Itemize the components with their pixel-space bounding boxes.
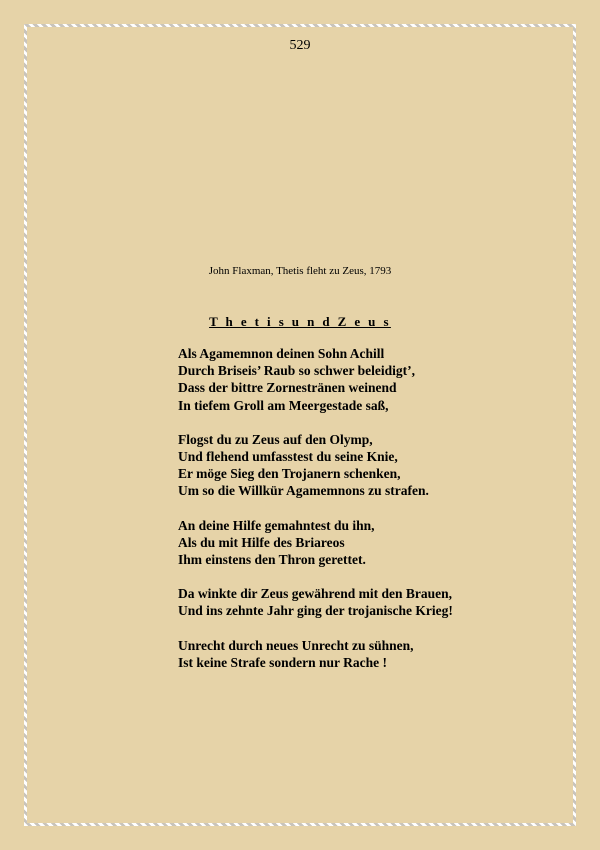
poem-line: Um so die Willkür Agamemnons zu strafen. (178, 483, 429, 499)
poem-line: An deine Hilfe gemahntest du ihn, (178, 517, 375, 533)
image-caption: John Flaxman, Thetis fleht zu Zeus, 1793 (208, 265, 392, 277)
poem-line: Ist keine Strafe sondern nur Rache ! (178, 654, 387, 670)
poem-title: T h e t i s u n d Z e u s (209, 314, 391, 329)
poem-line: Flogst du zu Zeus auf den Olymp, (178, 431, 373, 447)
poem-line: Und ins zehnte Jahr ging der trojanische Krieg! (178, 603, 453, 619)
stanza (178, 637, 538, 671)
poem-line: Dass der bittre Zornestränen weinend (178, 380, 397, 396)
poem-line: Durch Briseis’ Raub so schwer beleidigt’, (178, 363, 416, 379)
poem-line: Als Agamemnon deinen Sohn Achill (178, 346, 385, 361)
poem-line: Da winkte dir Zeus gewährend mit den Brauen, (178, 586, 453, 602)
poem-line: In tiefem Groll am Meergestade saß, (178, 397, 389, 413)
poem-line: Er möge Sieg den Trojanern schenken, (178, 466, 401, 482)
poem-body (178, 345, 538, 688)
page-number: 529 (289, 38, 311, 53)
stanza (178, 431, 538, 500)
poem-line: Als du mit Hilfe des Briareos (178, 534, 345, 550)
poem-line: Und flehend umfasstest du seine Knie, (178, 449, 398, 465)
stanza (178, 345, 538, 414)
stanza (178, 585, 538, 619)
poem-line: Ihm einstens den Thron gerettet. (178, 552, 366, 568)
poem-line: Unrecht durch neues Unrecht zu sühnen, (178, 637, 414, 653)
stanza (178, 517, 538, 569)
